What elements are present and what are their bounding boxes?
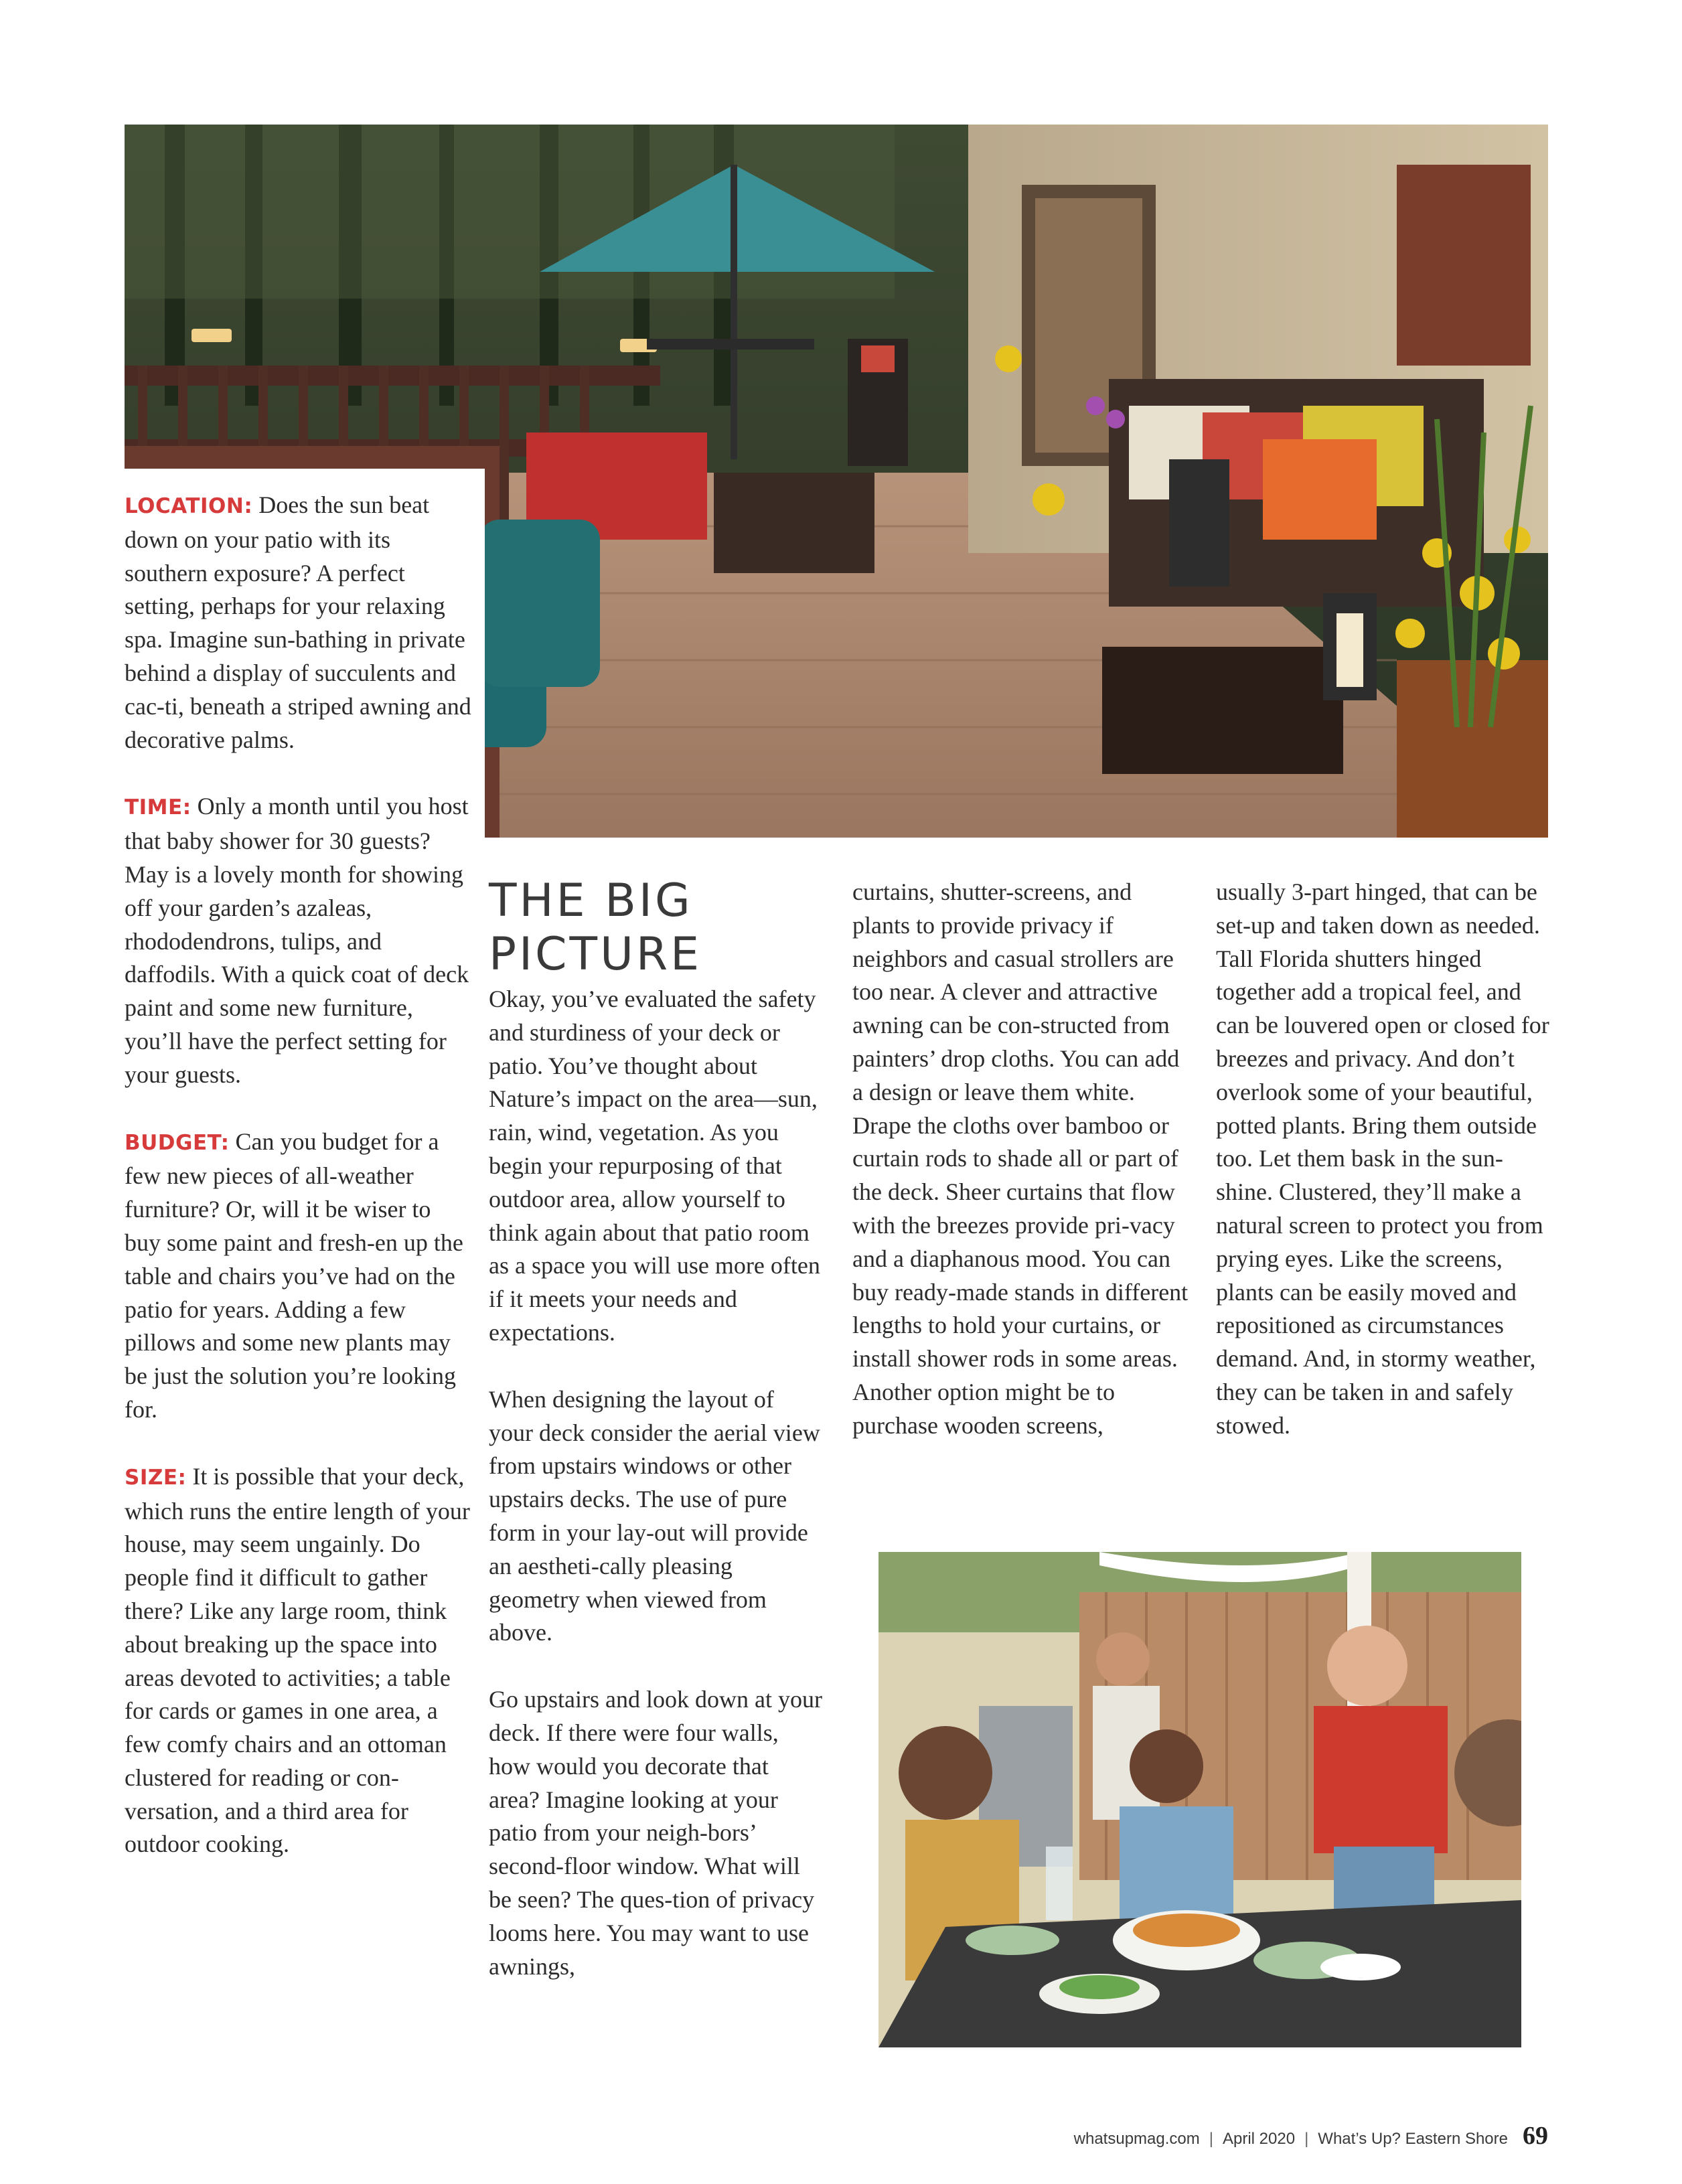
- article-column-2: [489, 983, 824, 2017]
- location-lead: LOCATION:: [125, 494, 253, 518]
- heading-line-1: THE BIG: [489, 874, 693, 927]
- budget-lead: BUDGET:: [125, 1130, 230, 1155]
- time-text: Only a month until you host that baby shower for 30 guests? May is a lovely month for showing off your garden’s azaleas, rhododendrons, tulips, and daffodils. With a quick coat of deck paint and some new furniture, you’ll have the perfect setting for your guests.: [125, 793, 469, 1088]
- footer-issue: April 2020: [1222, 2130, 1296, 2148]
- col2-paragraph-2: When designing the layout of your deck consider the aerial view from upstairs windows or other upstairs decks. The use of pure form in your lay-out will provide an aestheti-cally pleasing geometry when viewed from above.: [489, 1385, 820, 1646]
- footer-site: whatsupmag.com: [1073, 2130, 1200, 2148]
- size-text: It is possible that your deck, which runs the entire length of your house, may seem ungainly. Do people find it difficult to gather there? Like any large room, think about breaking up the space into areas devoted to activities; a table for cards or games in one area, a few comfy chairs and an ottoman clustered for reading or con-versation, and a third area for outdoor cooking.: [125, 1462, 470, 1858]
- time-lead: TIME:: [125, 795, 192, 820]
- footer-separator-2: |: [1304, 2130, 1309, 2148]
- location-paragraph: [125, 489, 473, 757]
- article-column-3: [852, 876, 1194, 1476]
- col4-paragraph: usually 3-part hinged, that can be set-up and taken down as needed. Tall Florida shutters hinged together add a tropical feel, and can be louvered open or closed for breezes and privacy. And don’t overlook some of your beautiful, potted plants. Bring them outside too. Let them bask in the sun-shine. Clustered, they’ll make a natural screen to protect you from prying eyes. Like the screens, plants can be easily moved and repositioned as circumstances demand. And, in stormy weather, they can be taken in and safely stowed.: [1216, 878, 1549, 1439]
- col3-paragraph: curtains, shutter-screens, and plants to provide privacy if neighbors and casual strollers are too near. A clever and attractive awning can be con-structed from painters’ drop cloths. You can add a design or leave them white. Drape the cloths over bamboo or curtain rods to shade all or part of the deck. Sheer curtains that flow with the breezes provide pri-vacy and a diaphanous mood. You can buy ready-made stands in different lengths to hold your curtains, or install shower rods in some areas. Another option might be to purchase wooden screens,: [852, 878, 1189, 1439]
- size-paragraph: [125, 1460, 473, 1862]
- friends-dining-illustration: [878, 1552, 1521, 2047]
- location-text: Does the sun beat down on your patio with its southern exposure? A perfect setting, perhaps for your relaxing spa. Imagine sun-bathing in private behind a display of succulents and cac-ti, beneath a striped awning and decorative palms.: [125, 491, 471, 753]
- budget-text: Can you budget for a few new pieces of all-weather furniture? Or, will it be wiser to buy some paint and fresh-en up the table and chairs you’ve had on the patio for years. Adding a few pillows and some new plants may be just the solution you’re looking for.: [125, 1127, 463, 1423]
- time-paragraph: [125, 790, 473, 1091]
- sidebar-column: [125, 489, 473, 1895]
- heading-line-2: PICTURE: [489, 928, 702, 981]
- col2-paragraph-3: Go upstairs and look down at your deck. If there were four walls, how would you decorate that area? Imagine looking at your patio from your neigh-bors’ second-floor window. What will be seen? The ques-tion of privacy looms here. You may want to use awnings,: [489, 1686, 822, 1980]
- budget-paragraph: [125, 1125, 473, 1427]
- size-lead: SIZE:: [125, 1465, 187, 1490]
- article-column-4: [1216, 876, 1557, 1476]
- page-footer: [1074, 2121, 1548, 2151]
- page-number: 69: [1523, 2122, 1548, 2150]
- col2-paragraph-1: Okay, you’ve evaluated the safety and sturdiness of your deck or patio. You’ve thought about Nature’s impact on the area—sun, rain, wind, vegetation. As you begin your repurposing of that outdoor area, allow yourself to think again about that patio room as a space you will use more often if it meets your needs and expectations.: [489, 986, 820, 1346]
- friends-dining-photo: [878, 1552, 1521, 2047]
- footer-separator-1: |: [1209, 2130, 1213, 2148]
- article-heading: [489, 874, 837, 982]
- footer-publication: What’s Up? Eastern Shore: [1318, 2130, 1508, 2148]
